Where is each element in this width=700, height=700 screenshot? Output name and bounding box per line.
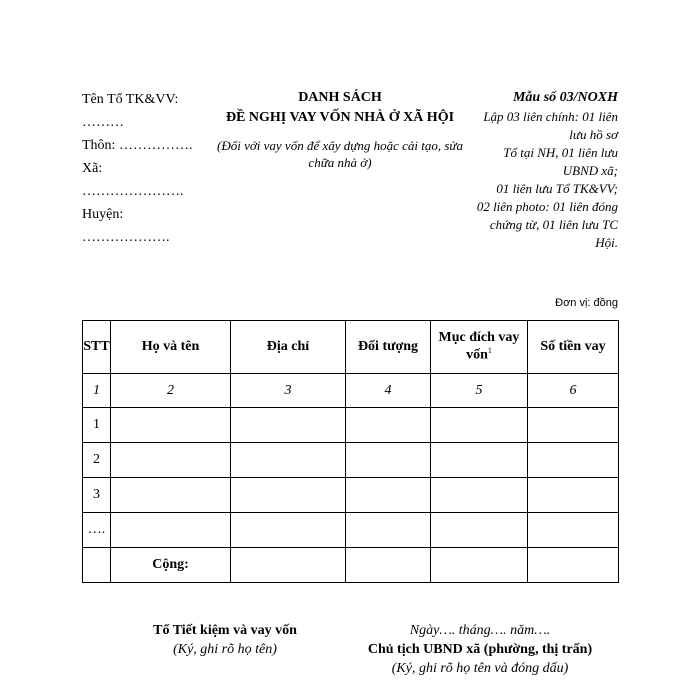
doc-title-line1: DANH SÁCH xyxy=(298,90,382,105)
doc-title-line2: ĐỀ NGHỊ VAY VỐN NHÀ Ở XÃ HỘI xyxy=(225,110,455,125)
signature-date: Ngày…. tháng…. năm…. xyxy=(409,623,551,638)
column-index-row xyxy=(83,374,619,408)
cell-purpose[interactable] xyxy=(431,513,528,548)
row-number: 1 xyxy=(83,408,111,443)
district-dots: ………………. xyxy=(82,230,170,245)
row-number: …. xyxy=(83,513,111,548)
table-row xyxy=(83,513,619,548)
column-index: 2 xyxy=(111,374,231,408)
total-label: Cộng: xyxy=(111,548,231,583)
cell-amount[interactable] xyxy=(528,443,619,478)
group-label: Tên Tổ TK&VV: xyxy=(82,92,179,107)
signature-right xyxy=(345,621,615,678)
cell-target[interactable] xyxy=(346,408,431,443)
commune-label: Xã: xyxy=(82,161,103,176)
cell-address[interactable] xyxy=(231,408,346,443)
group-dots: ……… xyxy=(82,115,124,130)
cell-name[interactable] xyxy=(111,513,231,548)
total-amount[interactable] xyxy=(528,548,619,583)
header-target: Đối tượng xyxy=(346,321,431,374)
column-index: 6 xyxy=(528,374,619,408)
cell-purpose[interactable] xyxy=(431,408,528,443)
signature-left-title: Tổ Tiết kiệm và vay vốn xyxy=(153,623,297,638)
total-stt xyxy=(83,548,111,583)
loan-table xyxy=(82,320,619,583)
row-number: 2 xyxy=(83,443,111,478)
header-purpose xyxy=(431,321,528,374)
total-row xyxy=(83,548,619,583)
cell-amount[interactable] xyxy=(528,513,619,548)
copy-note-3: 01 liên lưu Tổ TK&VV; xyxy=(496,181,618,196)
cell-target[interactable] xyxy=(346,478,431,513)
district-label: Huyện: xyxy=(82,207,124,222)
footnote-marker: 1 xyxy=(487,346,492,356)
cell-amount[interactable] xyxy=(528,408,619,443)
column-index: 1 xyxy=(83,374,111,408)
table-row xyxy=(83,478,619,513)
commune-dots: …………………. xyxy=(82,184,184,199)
cell-name[interactable] xyxy=(111,443,231,478)
cell-purpose[interactable] xyxy=(431,443,528,478)
signature-left xyxy=(110,621,340,659)
table-row xyxy=(83,408,619,443)
village-field: Thôn: ……………. xyxy=(82,138,193,153)
form-number: Mẫu số 03/NOXH xyxy=(512,90,618,105)
column-index: 3 xyxy=(231,374,346,408)
header-stt: STT xyxy=(83,321,111,374)
cell-address[interactable] xyxy=(231,478,346,513)
column-index: 4 xyxy=(346,374,431,408)
cell-address[interactable] xyxy=(231,513,346,548)
unit-note: Đơn vị: đồng xyxy=(555,297,618,309)
doc-subtitle: (Đối với vay vốn để xây dựng hoặc cải tạo, sửa chữa nhà ở) xyxy=(216,138,464,170)
header-purpose-text: Mục đích vay vốn xyxy=(438,330,520,363)
cell-purpose[interactable] xyxy=(431,478,528,513)
copy-note-4: 02 liên photo: 01 liên đóng chứng từ, 01 liên lưu TC Hội. xyxy=(476,199,618,250)
signature-left-note: (Ký, ghi rõ họ tên) xyxy=(173,642,277,657)
row-number: 3 xyxy=(83,478,111,513)
cell-name[interactable] xyxy=(111,408,231,443)
table-row xyxy=(83,443,619,478)
header-left-block xyxy=(82,88,222,249)
header-amount: Số tiền vay xyxy=(528,321,619,374)
cell-target[interactable] xyxy=(346,443,431,478)
cell-amount[interactable] xyxy=(528,478,619,513)
copy-note-1: Lập 03 liên chính: 01 liên lưu hồ sơ xyxy=(483,109,618,142)
header-right-block xyxy=(470,88,618,252)
column-index: 5 xyxy=(431,374,528,408)
table-header-row xyxy=(83,321,619,374)
total-address xyxy=(231,548,346,583)
cell-address[interactable] xyxy=(231,443,346,478)
total-target xyxy=(346,548,431,583)
signature-right-note: (Ký, ghi rõ họ tên và đóng dấu) xyxy=(391,661,569,676)
cell-name[interactable] xyxy=(111,478,231,513)
header-center-block xyxy=(205,88,475,171)
copy-note-2: Tổ tại NH, 01 liên lưu UBND xã; xyxy=(503,145,618,178)
signature-right-title: Chủ tịch UBND xã (phường, thị trấn) xyxy=(367,642,593,657)
header-name: Họ và tên xyxy=(111,321,231,374)
cell-target[interactable] xyxy=(346,513,431,548)
header-address: Địa chỉ xyxy=(231,321,346,374)
total-purpose xyxy=(431,548,528,583)
